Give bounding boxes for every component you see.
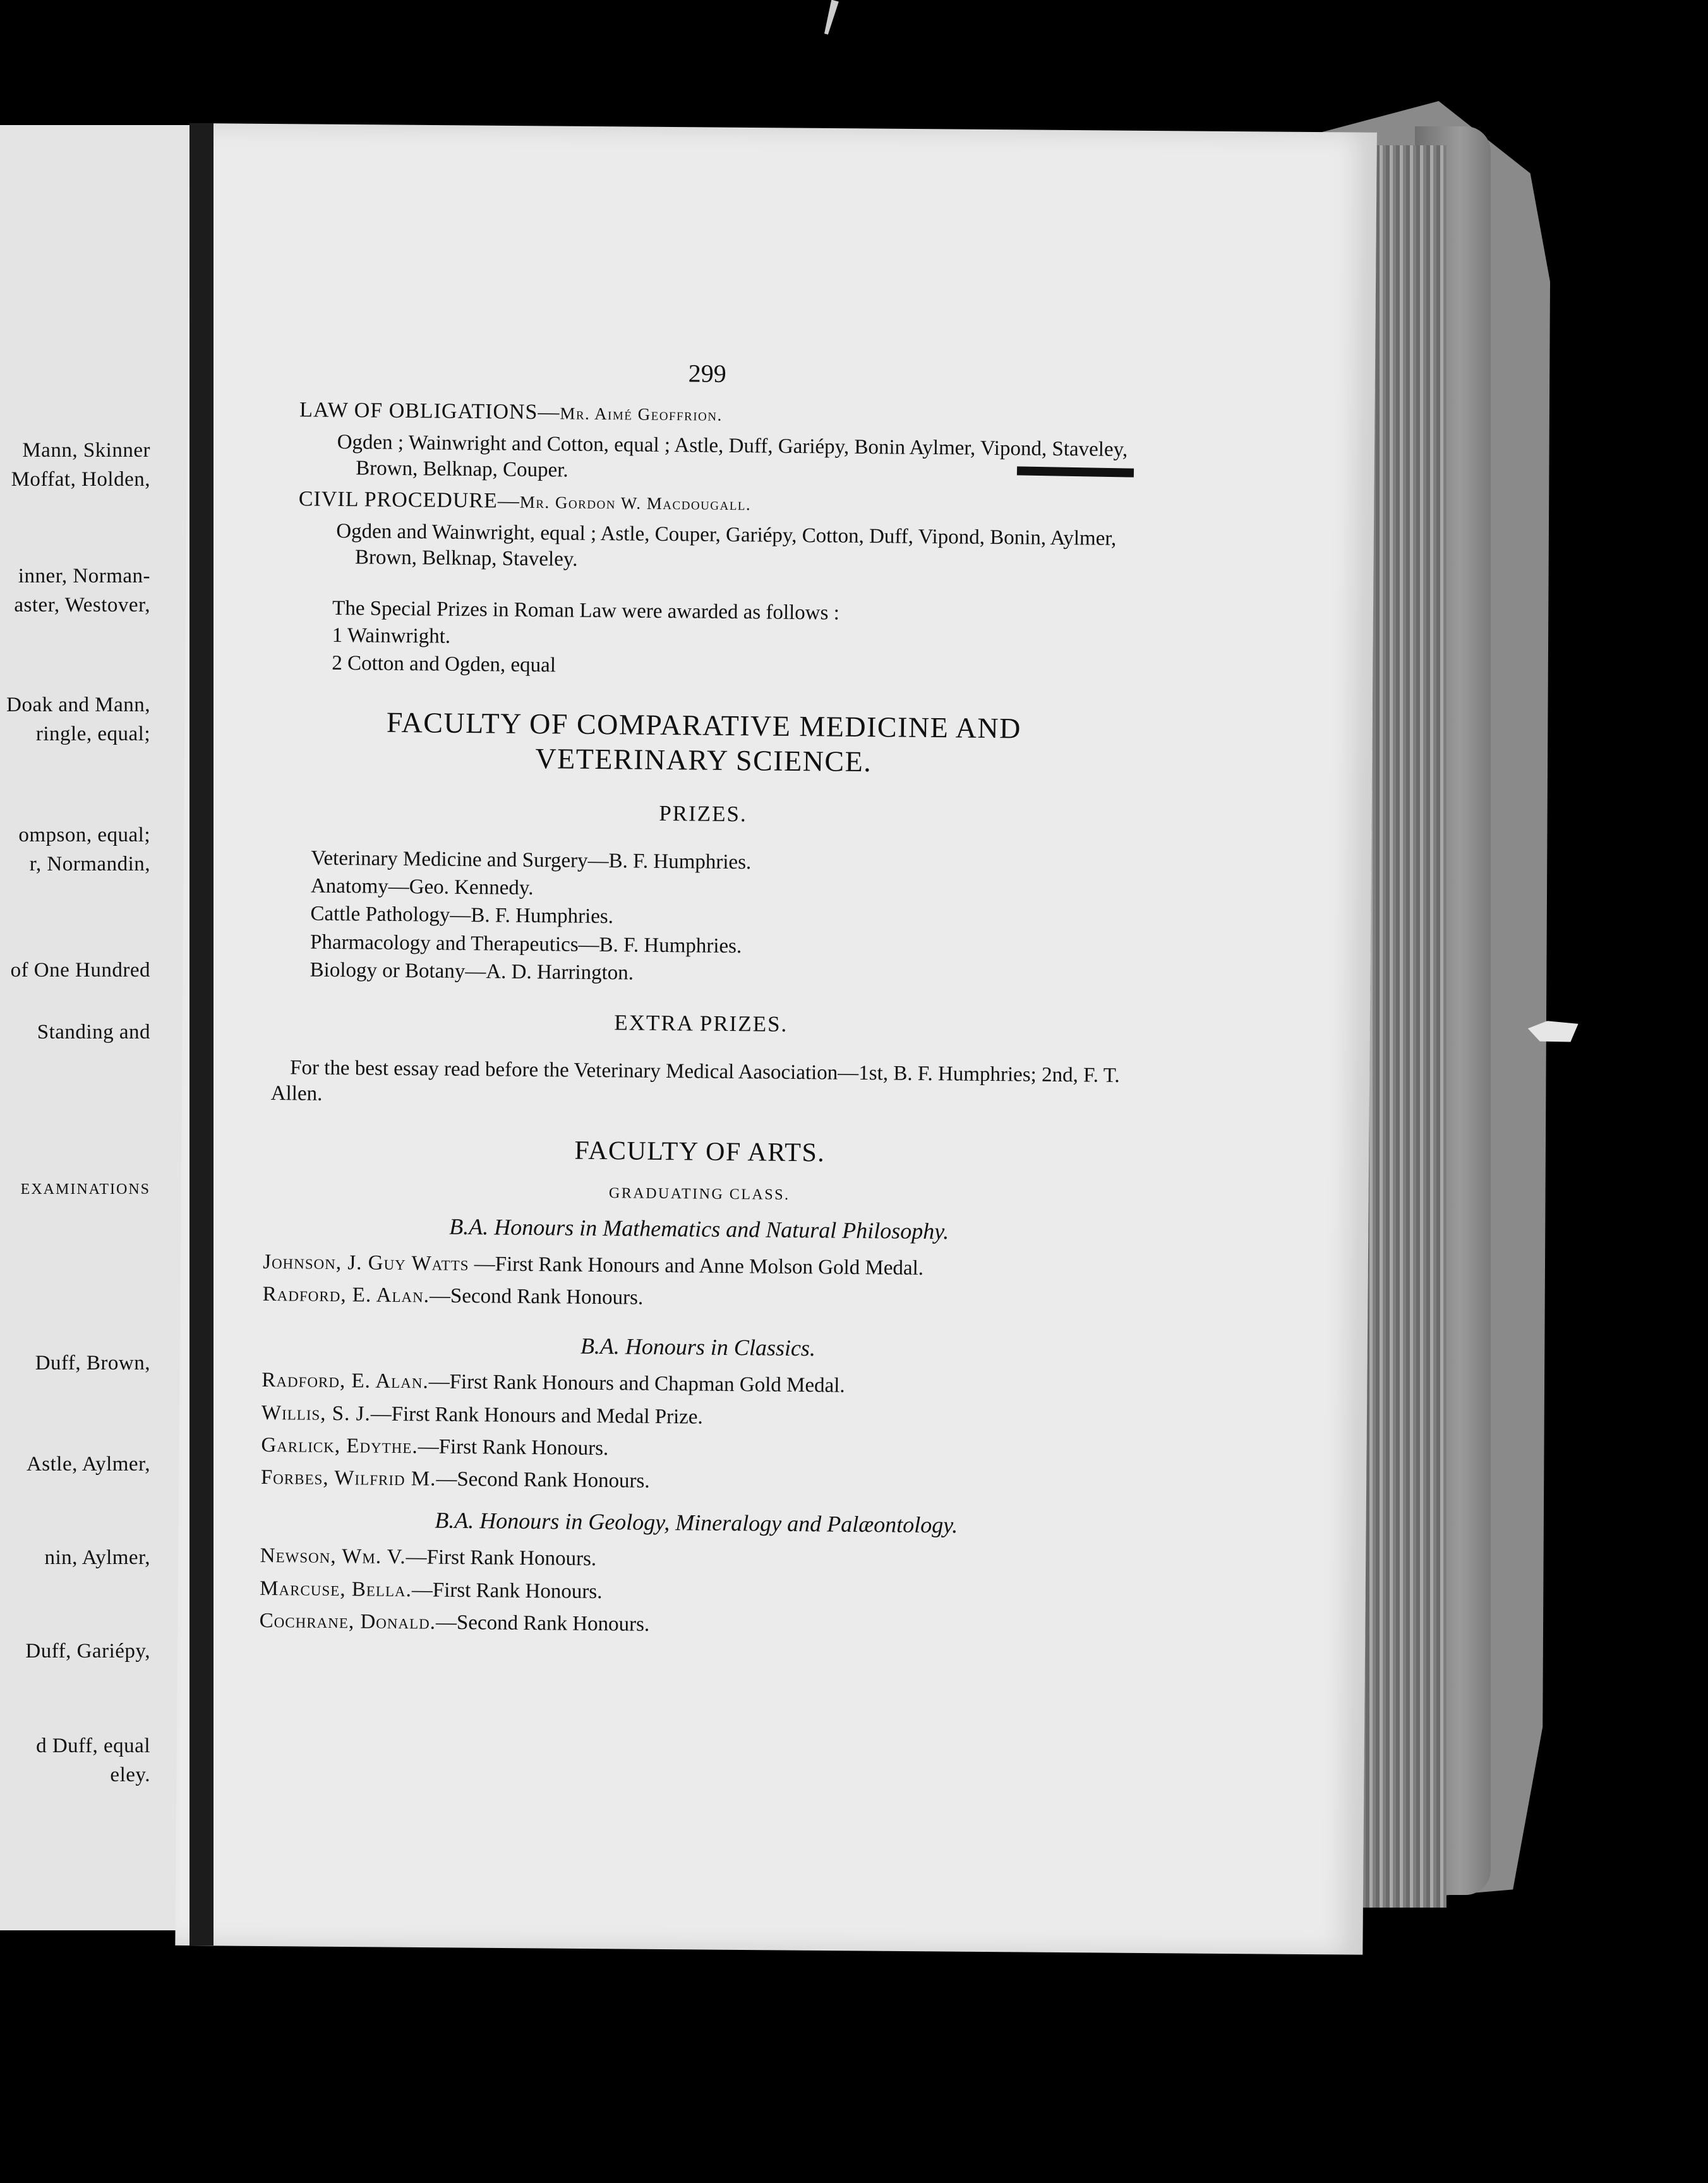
left-fragment: Duff, Brown, (35, 1352, 150, 1374)
roman-law-second: 2 Cotton and Ogden, equal (332, 651, 556, 677)
honours-text: —Second Rank Honours. (429, 1284, 644, 1309)
honours-text: —First Rank Honours and Anne Molson Gold Medal. (469, 1252, 924, 1280)
honours-text: —First Rank Honours and Chapman Gold Medal. (428, 1370, 845, 1398)
left-fragment: aster, Westover, (14, 594, 150, 616)
student-name: Willis, S. J. (261, 1401, 371, 1426)
roman-law-first: 1 Wainwright. (332, 624, 451, 648)
prizes-heading: PRIZES. (659, 801, 747, 827)
prize-item: Veterinary Medicine and Surgery—B. F. Humphries. (311, 846, 752, 874)
prize-item: Biology or Botany—A. D. Harrington. (310, 958, 634, 985)
student-name: Marcuse, Bella. (260, 1577, 412, 1601)
extra-prizes-heading: EXTRA PRIZES. (614, 1010, 788, 1037)
left-fragment: Doak and Mann, (6, 694, 150, 716)
list-item (261, 1433, 1133, 1467)
vet-faculty-title-line1: FACULTY OF COMPARATIVE MEDICINE AND (386, 706, 1022, 745)
paper-scrap (817, 0, 844, 37)
left-fragment: Standing and (37, 1021, 150, 1043)
prize-item: Cattle Pathology—B. F. Humphries. (310, 903, 614, 929)
honours-text: —Second Rank Honours. (436, 1467, 650, 1493)
left-fragment: ompson, equal; (18, 824, 150, 846)
left-fragment: inner, Norman- (18, 565, 150, 587)
left-page (0, 125, 201, 1930)
left-fragment: d Duff, equal (36, 1735, 150, 1757)
page-spine (189, 123, 213, 1945)
left-fragment: EXAMINATIONS (20, 1181, 150, 1198)
left-fragment: Moffat, Holden, (11, 468, 150, 491)
list-item (263, 1249, 1134, 1284)
student-name: Newson, Wm. V. (260, 1544, 406, 1569)
page-number: 299 (688, 359, 726, 388)
lecturer-name: Mr. Gordon W. Macdougall. (519, 492, 752, 514)
list-item (260, 1608, 1131, 1642)
honours-text: —Second Rank Honours. (435, 1611, 650, 1636)
left-fragment: r, Normandin, (29, 853, 150, 875)
civil-procedure-heading (299, 486, 1142, 520)
list-item (263, 1282, 1134, 1316)
list-item (261, 1465, 1133, 1499)
classics-honours-list (261, 1368, 1134, 1499)
vet-faculty-title (268, 704, 1140, 782)
roman-law-prizes (332, 596, 1141, 684)
student-name: Johnson, J. Guy Watts (263, 1250, 469, 1275)
lecturer-name: Mr. Aimé Geoffrion. (560, 404, 723, 424)
student-name: Cochrane, Donald. (259, 1609, 436, 1634)
extra-prize-text: For the best essay read before the Veterinary Medical Aasociation—1st, B. F. Humphries; 2nd, F. T. Allen. (270, 1056, 1120, 1105)
geology-honours-list (260, 1543, 1132, 1642)
left-fragment: ringle, equal; (35, 723, 150, 745)
student-name: Radford, E. Alan. (262, 1282, 430, 1308)
prize-item: Pharmacology and Therapeutics—B. F. Humphries. (310, 930, 742, 958)
left-fragment: Duff, Gariépy, (25, 1640, 150, 1663)
list-item (260, 1543, 1132, 1577)
geology-honours-heading: B.A. Honours in Geology, Mineralogy and Palæontology. (435, 1507, 958, 1538)
list-item (260, 1575, 1131, 1609)
roman-law-intro: The Special Prizes in Roman Law were awarded as follows : (332, 596, 840, 625)
left-fragment: Astle, Aylmer, (26, 1453, 150, 1476)
list-item (262, 1400, 1133, 1434)
classics-honours-heading: B.A. Honours in Classics. (580, 1333, 816, 1361)
section-title: CIVIL PROCEDURE— (298, 487, 520, 513)
student-name: Radford, E. Alan. (262, 1369, 429, 1393)
prize-item: Anatomy—Geo. Kennedy. (310, 874, 534, 900)
math-honours-list (263, 1249, 1135, 1316)
law-of-obligations-ranking: Ogden ; Wainwright and Cotton, equal ; Astle, Duff, Gariépy, Bonin Aylmer, Vipond, Staveley, Brown, Belknap, Couper. (337, 430, 1128, 482)
honours-text: —First Rank Honours. (411, 1578, 603, 1603)
law-of-obligations-heading (299, 397, 1143, 431)
student-name: Forbes, Wilfrid M. (260, 1465, 436, 1491)
student-name: Garlick, Edythe. (261, 1433, 418, 1458)
arts-faculty-title: FACULTY OF ARTS. (574, 1136, 826, 1168)
section-title: LAW OF OBLIGATIONS— (299, 398, 560, 424)
math-honours-heading: B.A. Honours in Mathematics and Natural Philosophy. (449, 1213, 949, 1244)
honours-text: —First Rank Honours and Medal Prize. (370, 1402, 703, 1429)
left-fragment: of One Hundred (10, 959, 150, 982)
left-fragment: Mann, Skinner (22, 439, 150, 462)
left-fragment: nin, Aylmer, (44, 1546, 150, 1569)
vet-prize-list (303, 845, 1138, 991)
left-fragment: eley. (110, 1764, 150, 1786)
honours-text: —First Rank Honours. (406, 1546, 597, 1571)
page-content (259, 354, 1143, 1649)
civil-procedure-ranking: Ogden and Wainwright, equal ; Astle, Couper, Gariépy, Cotton, Duff, Vipond, Bonin, Aylmer, Brown, Belknap, Staveley. (336, 519, 1117, 571)
graduating-class-heading: GRADUATING CLASS. (608, 1184, 790, 1203)
list-item (262, 1368, 1133, 1402)
vet-faculty-title-line2: VETERINARY SCIENCE. (535, 742, 872, 778)
honours-text: —First Rank Honours. (418, 1435, 609, 1460)
